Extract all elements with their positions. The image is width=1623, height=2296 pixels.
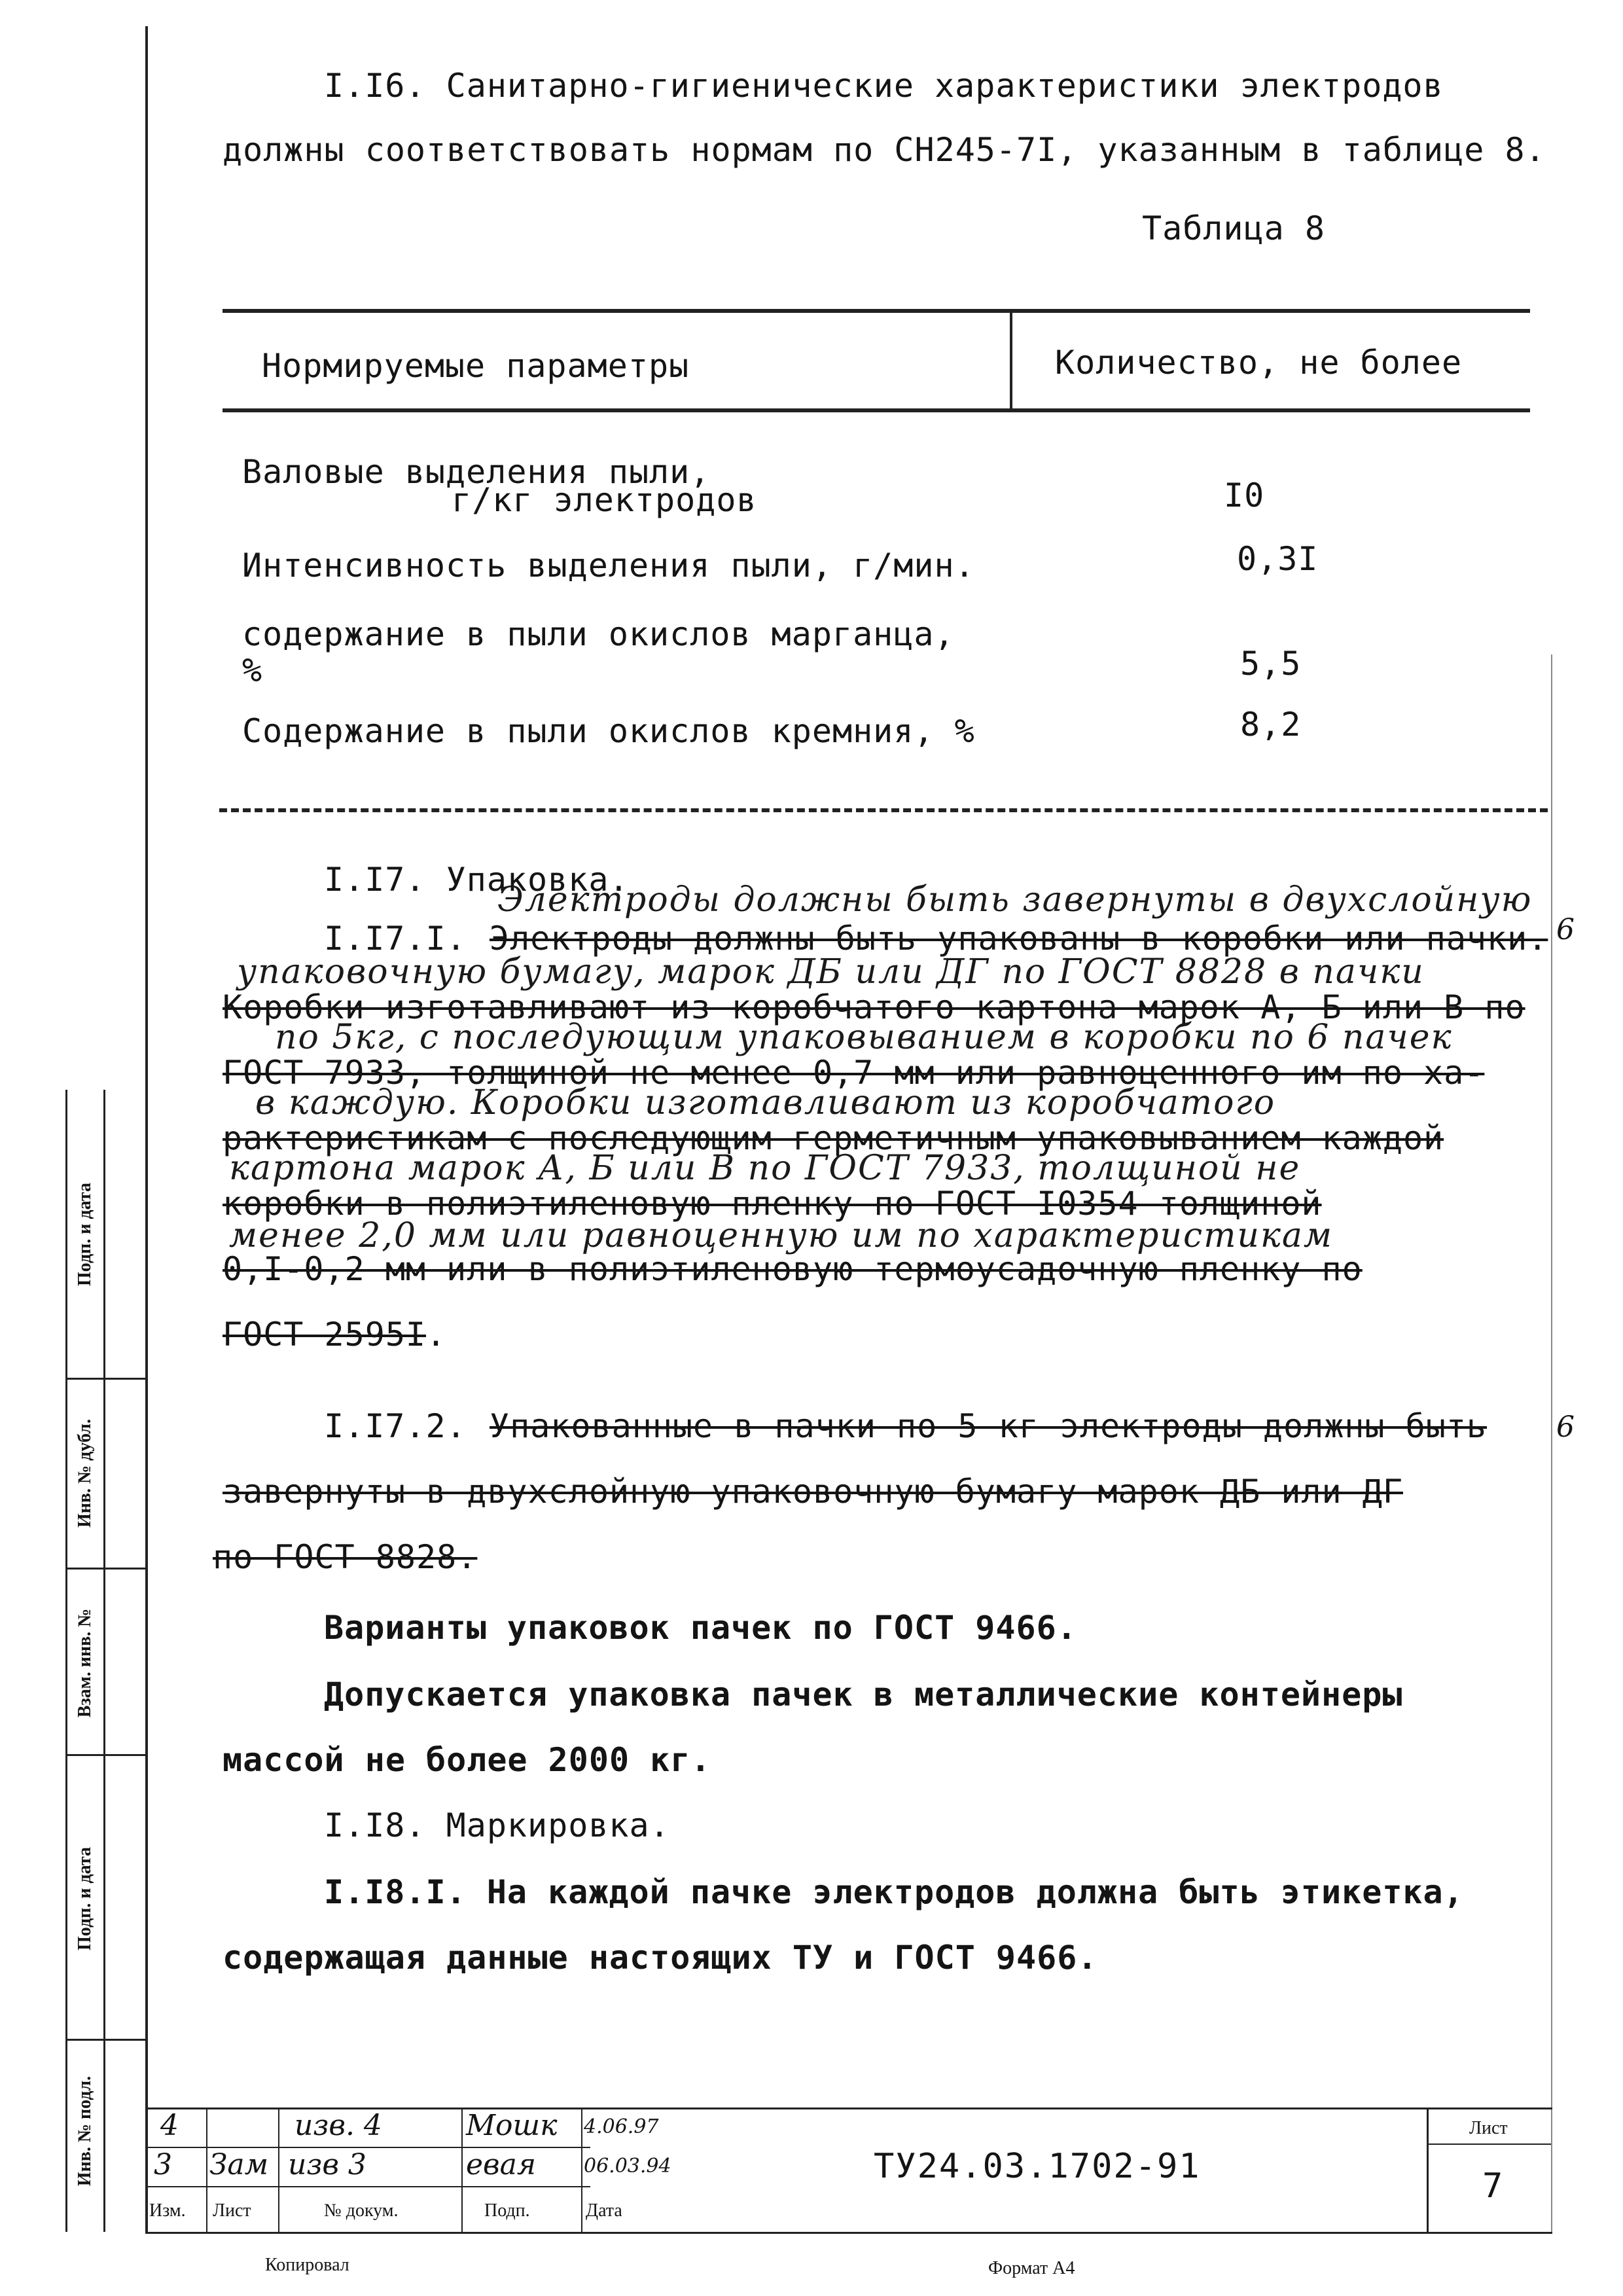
footer-copied: Копировал bbox=[265, 2255, 349, 2275]
section-1-16-line1: I.I6. Санитарно-гигиенические характеристики электродов bbox=[324, 67, 1444, 105]
p-1-17-2-struck-line1: Упакованные в пачки по 5 кг электроды должны быть bbox=[490, 1407, 1488, 1445]
section-1-18-title: I.I8. Маркировка. bbox=[324, 1806, 670, 1844]
table-header-rule bbox=[223, 408, 1530, 412]
page-left-border bbox=[145, 26, 148, 2232]
rev-row-date: 06.03.94 bbox=[584, 2155, 671, 2178]
title-block-col-line bbox=[1427, 2108, 1429, 2232]
title-block-bottom-line bbox=[145, 2232, 1552, 2234]
table-header-param: Нормируемые параметры bbox=[262, 347, 690, 385]
side-strip-outer-line bbox=[65, 1090, 67, 2232]
row-param-cont: г/кг электродов bbox=[452, 481, 757, 519]
handwritten-insert-line3: по 5кг, с последующим упаковыванием в коробки по 6 пачек bbox=[275, 1018, 1453, 1057]
rev-row-doc: изв. 4 bbox=[294, 2109, 382, 2142]
p-1-17-1-last-line bbox=[223, 1316, 446, 1354]
sheet-label: Лист bbox=[1469, 2118, 1508, 2138]
sheet-number: 7 bbox=[1482, 2166, 1505, 2206]
title-block-col-line bbox=[581, 2108, 582, 2232]
row-value: I0 bbox=[1224, 476, 1265, 514]
row-param-cont: % bbox=[242, 651, 263, 689]
handwritten-insert-line6: менее 2,0 мм или равноценную им по характеристикам bbox=[229, 1216, 1334, 1255]
p-1-17-1-struck-line3: ГОСТ 7933, толщиной не менее 0,7 мм или равноценного им по ха- bbox=[223, 1054, 1485, 1092]
hdr-list: Лист bbox=[213, 2200, 251, 2221]
handwritten-insert-line2: упаковочную бумагу, марок ДБ или ДГ по ГОСТ 8828 в пачки bbox=[237, 952, 1425, 992]
row-param: Содержание в пыли окислов кремния, % bbox=[242, 712, 975, 750]
title-block-col-line bbox=[461, 2108, 463, 2232]
title-block-row-line bbox=[145, 2186, 590, 2187]
rev-row-doc: изв 3 bbox=[288, 2148, 366, 2181]
p-1-17-1-struck-line1: Электроды должны быть упакованы в коробки или пачки. bbox=[490, 920, 1548, 958]
p-1-18-1-line2: содержащая данные настоящих ТУ и ГОСТ 9466. bbox=[223, 1939, 1098, 1977]
page-right-border bbox=[1551, 655, 1552, 2232]
side-label-duplicate-inv: Инв. № дубл. bbox=[75, 1419, 95, 1528]
hdr-izm: Изм. bbox=[149, 2200, 186, 2221]
rev-row-signature: евая bbox=[466, 2148, 537, 2181]
side-strip-divider bbox=[65, 1378, 147, 1380]
p-1-17-2-number: I.I7.2. bbox=[324, 1407, 467, 1445]
side-label-original-inv: Инв. № подл. bbox=[75, 2075, 95, 2187]
side-strip-divider bbox=[65, 1754, 147, 1756]
rev-row-date: 4.06.97 bbox=[584, 2115, 659, 2138]
p-1-17-1-struck-line5: коробки в полиэтиленовую пленку по ГОСТ I0354 толщиной bbox=[223, 1185, 1322, 1223]
side-label-signature-date-bottom: Подп. и дата bbox=[75, 1847, 95, 1950]
p-1-17-1-number: I.I7.I. bbox=[324, 920, 467, 958]
hdr-date: Дата bbox=[586, 2200, 622, 2221]
table-caption: Таблица 8 bbox=[1142, 209, 1325, 247]
title-block-col-line bbox=[206, 2108, 207, 2232]
rev-row-izm: 4 bbox=[160, 2109, 179, 2142]
table-top-rule bbox=[223, 309, 1530, 313]
row-param: содержание в пыли окислов марганца, bbox=[242, 615, 955, 653]
p-1-17-1-struck-line6: 0,I-0,2 мм или в полиэтиленовую термоусадочную пленку по bbox=[223, 1250, 1363, 1288]
side-strip-divider bbox=[65, 1568, 147, 1570]
table-header-qty: Количество, не более bbox=[1055, 344, 1463, 382]
p-packing-variants: Варианты упаковок пачек по ГОСТ 9466. bbox=[324, 1609, 1077, 1647]
row-value: 0,3I bbox=[1237, 540, 1319, 578]
footer-format: Формат А4 bbox=[988, 2258, 1075, 2278]
p-1-17-1-struck-line2: Коробки изготавливают из коробчатого картона марок А, Б или В по bbox=[223, 988, 1525, 1026]
margin-mark: 6 bbox=[1556, 913, 1575, 946]
row-param: Валовые выделения пыли, bbox=[242, 453, 711, 491]
p-1-17-1-end: . bbox=[426, 1316, 447, 1354]
side-label-signature-date-top: Подп. и дата bbox=[75, 1183, 95, 1286]
margin-mark: 6 bbox=[1556, 1410, 1575, 1444]
table-header-divider bbox=[1010, 313, 1012, 410]
p-1-17-2-struck-line2: завернуты в двухслойную упаковочную бумагу марок ДБ или ДГ bbox=[223, 1473, 1403, 1511]
rev-row-list: Зам bbox=[209, 2148, 269, 2181]
p-1-18-1-line1: I.I8.I. На каждой пачке электродов должна быть этикетка, bbox=[324, 1873, 1464, 1911]
p-containers-line1: Допускается упаковка пачек в металлические контейнеры bbox=[324, 1676, 1403, 1713]
side-strip-inner-line bbox=[103, 1090, 105, 2232]
section-1-17-title: I.I7. Упаковка. bbox=[324, 861, 630, 899]
side-label-replaced-inv: Взам. инв. № bbox=[75, 1608, 95, 1718]
row-param: Интенсивность выделения пыли, г/мин. bbox=[242, 547, 975, 584]
handwritten-insert-line5: картона марок А, Б или В по ГОСТ 7933, толщиной не bbox=[229, 1149, 1301, 1188]
title-block-col-line bbox=[278, 2108, 279, 2232]
table-bottom-rule bbox=[219, 808, 1548, 812]
row-value: 5,5 bbox=[1240, 645, 1302, 683]
rev-row-signature: Мошк bbox=[466, 2109, 558, 2142]
p-1-17-1-struck-line4: рактеристикам с последующим герметичным упаковыванием каждой bbox=[223, 1119, 1444, 1157]
p-containers-line2: массой не более 2000 кг. bbox=[223, 1741, 711, 1779]
sheet-box-divider bbox=[1427, 2144, 1551, 2145]
handwritten-insert-line4: в каждую. Коробки изготавливают из коробчатого bbox=[255, 1083, 1275, 1122]
handwritten-insert-line1: Электроды должны быть завернуты в двухслойную bbox=[497, 880, 1533, 920]
side-strip-divider bbox=[65, 2039, 147, 2041]
hdr-signature: Подп. bbox=[484, 2200, 530, 2221]
p-1-17-1-struck-line7: ГОСТ 2595I bbox=[223, 1316, 427, 1354]
section-1-16-line2: должны соответствовать нормам по СН245-7I, указанным в таблице 8. bbox=[223, 131, 1546, 169]
p-1-17-2-struck-line3: по ГОСТ 8828. bbox=[213, 1538, 478, 1576]
document-number: ТУ24.03.1702-91 bbox=[874, 2147, 1201, 2186]
hdr-doc: № докум. bbox=[324, 2200, 399, 2221]
rev-row-izm: 3 bbox=[154, 2148, 172, 2181]
row-value: 8,2 bbox=[1240, 706, 1302, 744]
